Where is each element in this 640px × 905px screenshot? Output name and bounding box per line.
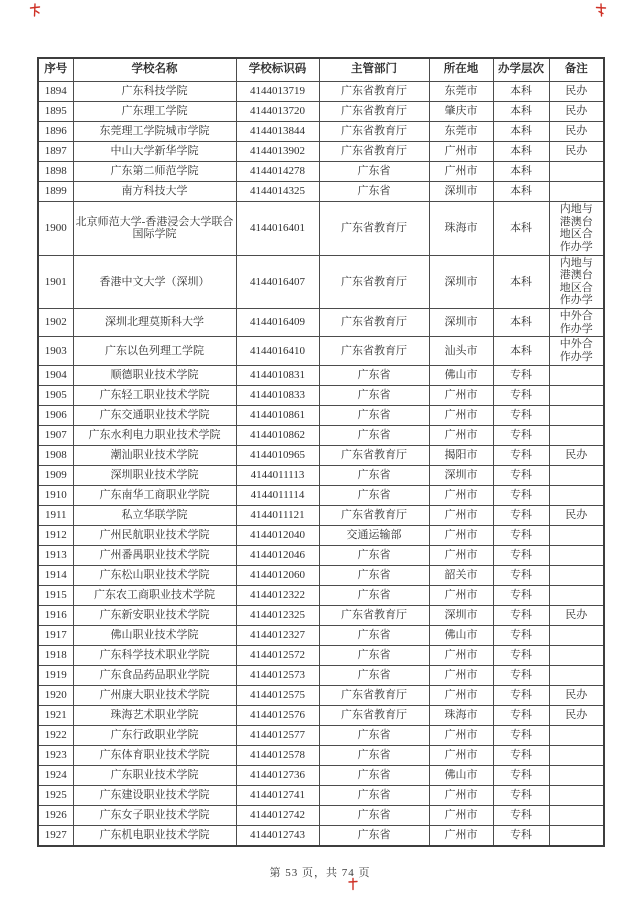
cell-supervising-department: 广东省 xyxy=(319,645,429,665)
cell-serial-number: 1911 xyxy=(38,505,73,525)
cell-location: 广州市 xyxy=(429,665,493,685)
cell-supervising-department: 广东省 xyxy=(319,745,429,765)
cell-education-level: 专科 xyxy=(493,445,549,465)
cell-school-id-code: 4144012578 xyxy=(236,745,319,765)
cell-school-id-code: 4144012040 xyxy=(236,525,319,545)
cell-remarks: 民办 xyxy=(549,685,604,705)
cell-remarks: 中外合作办学 xyxy=(549,337,604,365)
cell-remarks xyxy=(549,525,604,545)
cell-serial-number: 1923 xyxy=(38,745,73,765)
cell-location: 广州市 xyxy=(429,545,493,565)
cell-education-level: 专科 xyxy=(493,485,549,505)
cell-remarks xyxy=(549,365,604,385)
table-row xyxy=(38,545,604,565)
cell-supervising-department: 交通运输部 xyxy=(319,525,429,545)
cell-serial-number: 1901 xyxy=(38,255,73,309)
cell-location: 深圳市 xyxy=(429,465,493,485)
cell-school-name: 广东职业技术学院 xyxy=(73,765,236,785)
cell-remarks xyxy=(549,485,604,505)
cell-serial-number: 1895 xyxy=(38,102,73,122)
cell-school-id-code: 4144014278 xyxy=(236,162,319,182)
cell-location: 东莞市 xyxy=(429,82,493,102)
cell-school-id-code: 4144012060 xyxy=(236,565,319,585)
cell-school-name: 广东新安职业技术学院 xyxy=(73,605,236,625)
cell-school-id-code: 4144012046 xyxy=(236,545,319,565)
cell-school-name: 私立华联学院 xyxy=(73,505,236,525)
cell-remarks xyxy=(549,425,604,445)
cell-supervising-department: 广东省教育厅 xyxy=(319,445,429,465)
cell-remarks xyxy=(549,645,604,665)
cell-remarks xyxy=(549,545,604,565)
school-table-container xyxy=(37,57,603,847)
cell-serial-number: 1905 xyxy=(38,385,73,405)
table-row xyxy=(38,162,604,182)
cell-education-level: 本科 xyxy=(493,337,549,365)
table-row xyxy=(38,705,604,725)
cell-serial-number: 1909 xyxy=(38,465,73,485)
cell-serial-number: 1920 xyxy=(38,685,73,705)
cell-location: 揭阳市 xyxy=(429,445,493,465)
cell-school-name: 佛山职业技术学院 xyxy=(73,625,236,645)
cell-serial-number: 1910 xyxy=(38,485,73,505)
header-remarks: 备注 xyxy=(549,58,604,82)
table-row xyxy=(38,645,604,665)
cell-school-name: 广东第二师范学院 xyxy=(73,162,236,182)
cell-location: 肇庆市 xyxy=(429,102,493,122)
cell-school-id-code: 4144010831 xyxy=(236,365,319,385)
cell-remarks xyxy=(549,805,604,825)
table-row xyxy=(38,465,604,485)
cell-education-level: 本科 xyxy=(493,142,549,162)
cell-location: 广州市 xyxy=(429,825,493,846)
cell-school-id-code: 4144012573 xyxy=(236,665,319,685)
table-row xyxy=(38,525,604,545)
table-row xyxy=(38,182,604,202)
table-row xyxy=(38,785,604,805)
cell-school-name: 广东交通职业技术学院 xyxy=(73,405,236,425)
cell-school-name: 广东科技学院 xyxy=(73,82,236,102)
cell-school-id-code: 4144010862 xyxy=(236,425,319,445)
table-row xyxy=(38,425,604,445)
cell-remarks xyxy=(549,385,604,405)
cell-education-level: 专科 xyxy=(493,685,549,705)
cell-school-id-code: 4144011113 xyxy=(236,465,319,485)
cell-supervising-department: 广东省 xyxy=(319,625,429,645)
cell-location: 广州市 xyxy=(429,685,493,705)
cell-remarks xyxy=(549,162,604,182)
red-registration-mark-top-right xyxy=(595,3,607,17)
cell-school-id-code: 4144010965 xyxy=(236,445,319,465)
cell-location: 韶关市 xyxy=(429,565,493,585)
cell-supervising-department: 广东省教育厅 xyxy=(319,82,429,102)
cell-remarks xyxy=(549,745,604,765)
table-row xyxy=(38,665,604,685)
cell-education-level: 专科 xyxy=(493,705,549,725)
table-row xyxy=(38,445,604,465)
cell-education-level: 专科 xyxy=(493,785,549,805)
cell-education-level: 本科 xyxy=(493,182,549,202)
cell-supervising-department: 广东省 xyxy=(319,725,429,745)
cell-remarks: 民办 xyxy=(549,102,604,122)
cell-supervising-department: 广东省 xyxy=(319,385,429,405)
cell-remarks xyxy=(549,585,604,605)
page-number-text: 第 53 页，共 74 页 xyxy=(269,867,371,879)
cell-location: 珠海市 xyxy=(429,202,493,256)
cell-remarks: 民办 xyxy=(549,445,604,465)
cell-remarks xyxy=(549,465,604,485)
cell-remarks xyxy=(549,785,604,805)
cell-education-level: 本科 xyxy=(493,309,549,337)
cell-serial-number: 1918 xyxy=(38,645,73,665)
cell-school-id-code: 4144012736 xyxy=(236,765,319,785)
cell-location: 广州市 xyxy=(429,645,493,665)
cell-serial-number: 1900 xyxy=(38,202,73,256)
cell-location: 汕头市 xyxy=(429,337,493,365)
cell-school-name: 广州番禺职业技术学院 xyxy=(73,545,236,565)
cell-education-level: 专科 xyxy=(493,765,549,785)
cell-supervising-department: 广东省教育厅 xyxy=(319,309,429,337)
cell-school-name: 珠海艺术职业学院 xyxy=(73,705,236,725)
cell-serial-number: 1896 xyxy=(38,122,73,142)
cell-school-name: 广东建设职业技术学院 xyxy=(73,785,236,805)
cell-school-id-code: 4144016401 xyxy=(236,202,319,256)
cell-location: 深圳市 xyxy=(429,182,493,202)
cell-supervising-department: 广东省教育厅 xyxy=(319,685,429,705)
cell-supervising-department: 广东省教育厅 xyxy=(319,202,429,256)
table-row xyxy=(38,685,604,705)
cell-serial-number: 1917 xyxy=(38,625,73,645)
table-row xyxy=(38,337,604,365)
cell-education-level: 专科 xyxy=(493,725,549,745)
cell-serial-number: 1913 xyxy=(38,545,73,565)
cell-school-id-code: 4144013902 xyxy=(236,142,319,162)
cell-location: 广州市 xyxy=(429,405,493,425)
cell-remarks: 民办 xyxy=(549,505,604,525)
table-row xyxy=(38,385,604,405)
cell-supervising-department: 广东省教育厅 xyxy=(319,142,429,162)
table-row xyxy=(38,142,604,162)
cell-serial-number: 1924 xyxy=(38,765,73,785)
cell-remarks xyxy=(549,565,604,585)
cell-remarks xyxy=(549,405,604,425)
cell-supervising-department: 广东省 xyxy=(319,545,429,565)
cell-supervising-department: 广东省 xyxy=(319,485,429,505)
cell-school-name: 广州康大职业技术学院 xyxy=(73,685,236,705)
table-row xyxy=(38,585,604,605)
cell-education-level: 专科 xyxy=(493,605,549,625)
cell-school-name: 广东女子职业技术学院 xyxy=(73,805,236,825)
cell-location: 佛山市 xyxy=(429,625,493,645)
page-footer xyxy=(0,864,640,880)
cell-location: 广州市 xyxy=(429,485,493,505)
cell-supervising-department: 广东省 xyxy=(319,825,429,846)
cell-supervising-department: 广东省 xyxy=(319,665,429,685)
cell-school-name: 广东以色列理工学院 xyxy=(73,337,236,365)
cell-supervising-department: 广东省教育厅 xyxy=(319,337,429,365)
cell-school-name: 广州民航职业技术学院 xyxy=(73,525,236,545)
table-row xyxy=(38,745,604,765)
cell-school-id-code: 4144016409 xyxy=(236,309,319,337)
cell-education-level: 专科 xyxy=(493,805,549,825)
cell-remarks: 民办 xyxy=(549,122,604,142)
cell-supervising-department: 广东省 xyxy=(319,365,429,385)
table-row xyxy=(38,605,604,625)
cell-remarks xyxy=(549,825,604,846)
cell-school-name: 广东行政职业学院 xyxy=(73,725,236,745)
cell-supervising-department: 广东省 xyxy=(319,182,429,202)
red-registration-mark-top-left xyxy=(29,3,41,17)
header-supervising-department: 主管部门 xyxy=(319,58,429,82)
cell-location: 广州市 xyxy=(429,585,493,605)
cell-location: 深圳市 xyxy=(429,255,493,309)
cell-education-level: 专科 xyxy=(493,365,549,385)
cell-school-id-code: 4144010833 xyxy=(236,385,319,405)
cell-supervising-department: 广东省 xyxy=(319,805,429,825)
cell-supervising-department: 广东省 xyxy=(319,162,429,182)
cell-school-name: 广东体育职业技术学院 xyxy=(73,745,236,765)
cell-location: 广州市 xyxy=(429,785,493,805)
cell-remarks xyxy=(549,725,604,745)
cell-school-name: 东莞理工学院城市学院 xyxy=(73,122,236,142)
cell-serial-number: 1912 xyxy=(38,525,73,545)
cell-supervising-department: 广东省 xyxy=(319,785,429,805)
cell-school-name: 香港中文大学（深圳） xyxy=(73,255,236,309)
cell-location: 深圳市 xyxy=(429,605,493,625)
cell-school-name: 北京师范大学-香港浸会大学联合国际学院 xyxy=(73,202,236,256)
table-row xyxy=(38,309,604,337)
table-row xyxy=(38,82,604,102)
cell-education-level: 专科 xyxy=(493,745,549,765)
cell-serial-number: 1919 xyxy=(38,665,73,685)
cell-school-name: 广东水利电力职业技术学院 xyxy=(73,425,236,445)
cell-remarks: 内地与港澳台地区合作办学 xyxy=(549,202,604,256)
cell-school-id-code: 4144012327 xyxy=(236,625,319,645)
cell-education-level: 专科 xyxy=(493,625,549,645)
cell-school-id-code: 4144013719 xyxy=(236,82,319,102)
table-row xyxy=(38,765,604,785)
cell-school-id-code: 4144012741 xyxy=(236,785,319,805)
cell-remarks: 民办 xyxy=(549,82,604,102)
cell-remarks: 中外合作办学 xyxy=(549,309,604,337)
cell-serial-number: 1897 xyxy=(38,142,73,162)
header-school-name: 学校名称 xyxy=(73,58,236,82)
table-row xyxy=(38,255,604,309)
table-row xyxy=(38,825,604,846)
cell-school-name: 广东理工学院 xyxy=(73,102,236,122)
table-row xyxy=(38,625,604,645)
cell-remarks xyxy=(549,182,604,202)
cell-education-level: 专科 xyxy=(493,565,549,585)
cell-education-level: 专科 xyxy=(493,465,549,485)
cell-serial-number: 1914 xyxy=(38,565,73,585)
cell-supervising-department: 广东省 xyxy=(319,585,429,605)
cell-supervising-department: 广东省教育厅 xyxy=(319,505,429,525)
cell-school-name: 顺德职业技术学院 xyxy=(73,365,236,385)
cell-serial-number: 1908 xyxy=(38,445,73,465)
cell-serial-number: 1915 xyxy=(38,585,73,605)
cell-school-name: 中山大学新华学院 xyxy=(73,142,236,162)
cell-location: 广州市 xyxy=(429,525,493,545)
cell-location: 广州市 xyxy=(429,385,493,405)
cell-school-name: 广东轻工职业技术学院 xyxy=(73,385,236,405)
cell-school-id-code: 4144012325 xyxy=(236,605,319,625)
cell-school-id-code: 4144010861 xyxy=(236,405,319,425)
table-row xyxy=(38,505,604,525)
cell-education-level: 专科 xyxy=(493,385,549,405)
cell-school-id-code: 4144012575 xyxy=(236,685,319,705)
table-row xyxy=(38,725,604,745)
cell-remarks: 民办 xyxy=(549,605,604,625)
cell-school-name: 潮汕职业技术学院 xyxy=(73,445,236,465)
cell-serial-number: 1921 xyxy=(38,705,73,725)
cell-remarks: 内地与港澳台地区合作办学 xyxy=(549,255,604,309)
cell-supervising-department: 广东省教育厅 xyxy=(319,605,429,625)
table-row xyxy=(38,365,604,385)
cell-supervising-department: 广东省 xyxy=(319,465,429,485)
cell-school-id-code: 4144016410 xyxy=(236,337,319,365)
cell-location: 深圳市 xyxy=(429,309,493,337)
cell-remarks xyxy=(549,665,604,685)
cell-school-name: 深圳职业技术学院 xyxy=(73,465,236,485)
table-row xyxy=(38,805,604,825)
cell-education-level: 专科 xyxy=(493,665,549,685)
cell-education-level: 本科 xyxy=(493,82,549,102)
cell-serial-number: 1903 xyxy=(38,337,73,365)
cell-education-level: 专科 xyxy=(493,825,549,846)
cell-school-name: 广东机电职业技术学院 xyxy=(73,825,236,846)
cell-serial-number: 1925 xyxy=(38,785,73,805)
cell-education-level: 专科 xyxy=(493,405,549,425)
cell-location: 广州市 xyxy=(429,805,493,825)
cell-education-level: 专科 xyxy=(493,545,549,565)
cell-school-id-code: 4144012572 xyxy=(236,645,319,665)
cell-education-level: 本科 xyxy=(493,255,549,309)
cell-serial-number: 1906 xyxy=(38,405,73,425)
cell-school-id-code: 4144011121 xyxy=(236,505,319,525)
cell-supervising-department: 广东省 xyxy=(319,765,429,785)
header-row xyxy=(38,58,604,82)
header-education-level: 办学层次 xyxy=(493,58,549,82)
cell-education-level: 专科 xyxy=(493,645,549,665)
cell-serial-number: 1907 xyxy=(38,425,73,445)
cell-school-id-code: 4144012576 xyxy=(236,705,319,725)
cell-education-level: 本科 xyxy=(493,162,549,182)
cell-remarks xyxy=(549,765,604,785)
cell-school-name: 广东科学技术职业学院 xyxy=(73,645,236,665)
cell-location: 广州市 xyxy=(429,745,493,765)
cell-serial-number: 1894 xyxy=(38,82,73,102)
cell-location: 珠海市 xyxy=(429,705,493,725)
cell-location: 东莞市 xyxy=(429,122,493,142)
cell-supervising-department: 广东省 xyxy=(319,425,429,445)
cell-education-level: 本科 xyxy=(493,202,549,256)
cell-serial-number: 1902 xyxy=(38,309,73,337)
cell-education-level: 专科 xyxy=(493,425,549,445)
cell-school-id-code: 4144016407 xyxy=(236,255,319,309)
cell-location: 广州市 xyxy=(429,425,493,445)
cell-school-id-code: 4144011114 xyxy=(236,485,319,505)
cell-remarks xyxy=(549,625,604,645)
table-row xyxy=(38,485,604,505)
cell-location: 广州市 xyxy=(429,725,493,745)
cell-location: 佛山市 xyxy=(429,365,493,385)
cell-school-name: 深圳北理莫斯科大学 xyxy=(73,309,236,337)
cell-remarks: 民办 xyxy=(549,705,604,725)
cell-education-level: 专科 xyxy=(493,505,549,525)
cell-serial-number: 1898 xyxy=(38,162,73,182)
cell-supervising-department: 广东省教育厅 xyxy=(319,705,429,725)
table-row xyxy=(38,102,604,122)
table-row xyxy=(38,405,604,425)
cell-supervising-department: 广东省教育厅 xyxy=(319,102,429,122)
cell-school-name: 广东农工商职业技术学院 xyxy=(73,585,236,605)
cell-serial-number: 1927 xyxy=(38,825,73,846)
cell-school-id-code: 4144012577 xyxy=(236,725,319,745)
header-location: 所在地 xyxy=(429,58,493,82)
cell-location: 佛山市 xyxy=(429,765,493,785)
cell-school-name: 广东南华工商职业学院 xyxy=(73,485,236,505)
cell-serial-number: 1926 xyxy=(38,805,73,825)
table-body xyxy=(38,82,604,846)
cell-supervising-department: 广东省 xyxy=(319,565,429,585)
cell-serial-number: 1922 xyxy=(38,725,73,745)
table-row xyxy=(38,565,604,585)
cell-serial-number: 1899 xyxy=(38,182,73,202)
table-row xyxy=(38,122,604,142)
cell-serial-number: 1904 xyxy=(38,365,73,385)
cell-supervising-department: 广东省 xyxy=(319,405,429,425)
school-table xyxy=(37,57,605,847)
cell-location: 广州市 xyxy=(429,505,493,525)
cell-school-id-code: 4144012743 xyxy=(236,825,319,846)
cell-location: 广州市 xyxy=(429,162,493,182)
table-row xyxy=(38,202,604,256)
cell-school-id-code: 4144012742 xyxy=(236,805,319,825)
cell-education-level: 专科 xyxy=(493,585,549,605)
cell-remarks: 民办 xyxy=(549,142,604,162)
cell-school-id-code: 4144012322 xyxy=(236,585,319,605)
cell-school-name: 广东食品药品职业学院 xyxy=(73,665,236,685)
cell-supervising-department: 广东省教育厅 xyxy=(319,255,429,309)
cell-education-level: 专科 xyxy=(493,525,549,545)
header-school-id-code: 学校标识码 xyxy=(236,58,319,82)
cell-school-name: 南方科技大学 xyxy=(73,182,236,202)
cell-location: 广州市 xyxy=(429,142,493,162)
cell-school-name: 广东松山职业技术学院 xyxy=(73,565,236,585)
header-serial-number: 序号 xyxy=(38,58,73,82)
cell-school-id-code: 4144013844 xyxy=(236,122,319,142)
cell-education-level: 本科 xyxy=(493,102,549,122)
cell-school-id-code: 4144014325 xyxy=(236,182,319,202)
cell-serial-number: 1916 xyxy=(38,605,73,625)
cell-school-id-code: 4144013720 xyxy=(236,102,319,122)
cell-education-level: 本科 xyxy=(493,122,549,142)
cell-supervising-department: 广东省教育厅 xyxy=(319,122,429,142)
